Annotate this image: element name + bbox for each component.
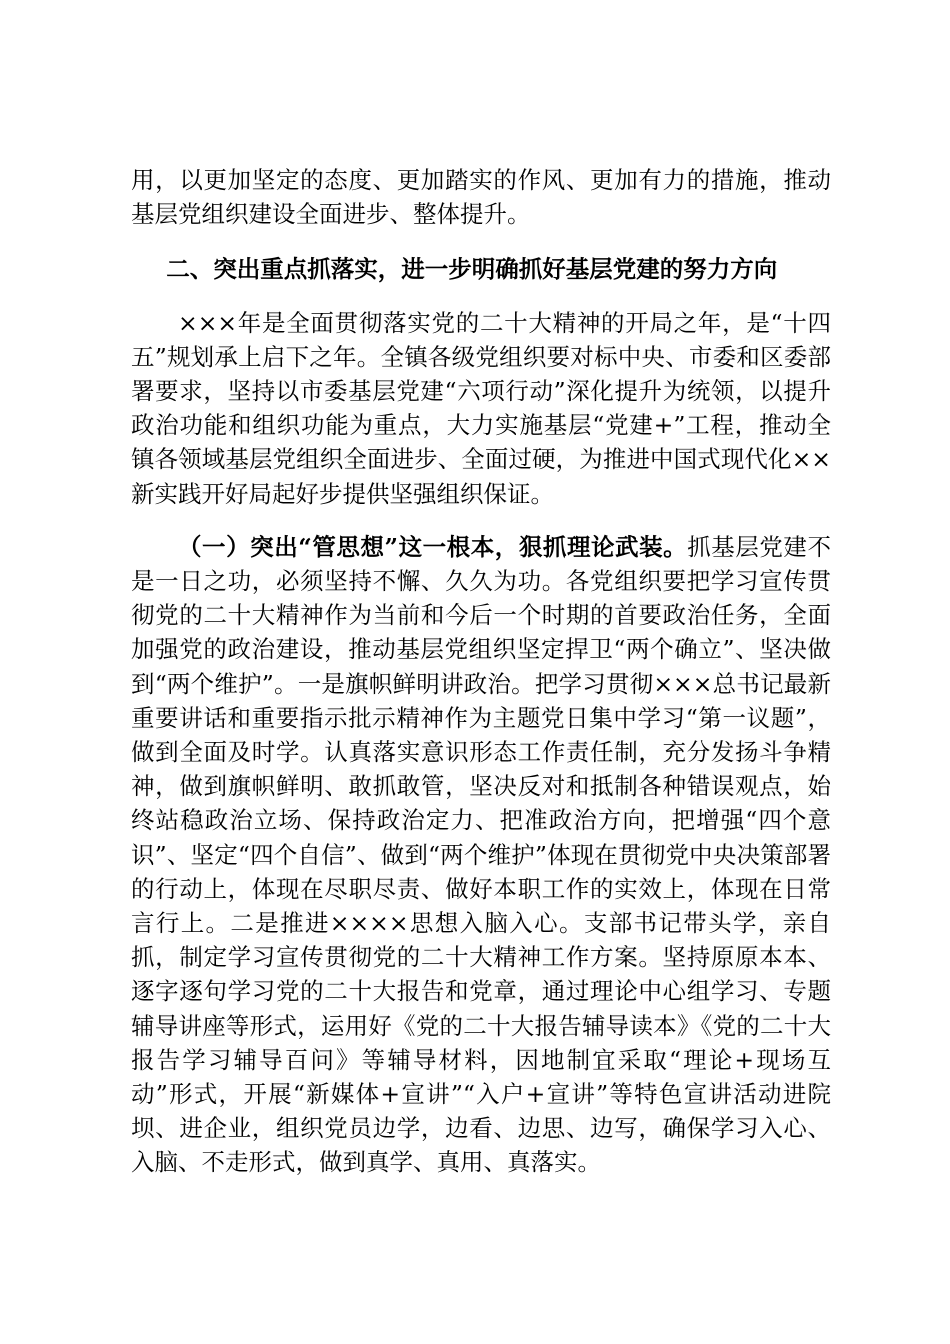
paragraph-subsection-1 [131,530,831,1180]
document-page [131,163,831,1180]
subsection-lead: （一）突出“管思想”这一根本，狠抓理论武装。 [178,532,688,561]
section-heading: 二、突出重点抓落实，进一步明确抓好基层党建的努力方向 [166,255,778,284]
paragraph-spacer [131,287,831,306]
paragraph-intro: ×××年是全面贯彻落实党的二十大精神的开局之年，是“十四五”规划承上启下之年。全镇各级党组织要对标中央、市委和区委部署要求，坚持以市委基层党建“六项行动”深化提升为统领，以提升政治功能和组织功能为重点，大力实施基层“党建+”工程，推动全镇各领域基层党组织全面进步、全面过硬，为推进中国式现代化××新实践开好局起好步提供坚强组织保证。 [131,308,831,508]
paragraph-spacer [131,231,831,252]
paragraph-spacer [131,511,831,530]
paragraph-continuation: 用，以更加坚定的态度、更加踏实的作风、更加有力的措施，推动基层党组织建设全面进步、整体提升。 [131,166,831,229]
subsection-body: 抓基层党建不是一日之功，必须坚持不懈、久久为功。各党组织要把学习宣传贯彻党的二十大精神作为当前和今后一个时期的首要政治任务，全面加强党的政治建设，推动基层党组织坚定捍卫“两个确立”、坚决做到“两个维护”。一是旗帜鲜明讲政治。把学习贯彻×××总书记最新重要讲话和重要指示批示精神作为主题党日集中学习“第一议题”，做到全面及时学。认真落实意识形态工作责任制，充分发扬斗争精神，做到旗帜鲜明、敢抓敢管，坚决反对和抵制各种错误观点，始终站稳政治立场、保持政治定力、把准政治方向，把增强“四个意识”、坚定“四个自信”、做到“两个维护”体现在贯彻党中央决策部署的行动上，体现在尽职尽责、做好本职工作的实效上，体现在日常言行上。二是推进××××思想入脑入心。支部书记带头学，亲自抓，制定学习宣传贯彻党的二十大精神工作方案。坚持原原本本、逐字逐句学习党的二十大报告和党章，通过理论中心组学习、专题辅导讲座等形式，运用好《党的二十大报告辅导读本》《党的二十大报告学习辅导百问》等辅导材料，因地制宜采取“理论+现场互动”形式，开展“新媒体+宣讲”“入户+宣讲”等特色宣讲活动进院坝、进企业，组织党员边学，边看、边思、边写，确保学习入心、入脑、不走形式，做到真学、真用、真落实。 [131,532,831,1177]
